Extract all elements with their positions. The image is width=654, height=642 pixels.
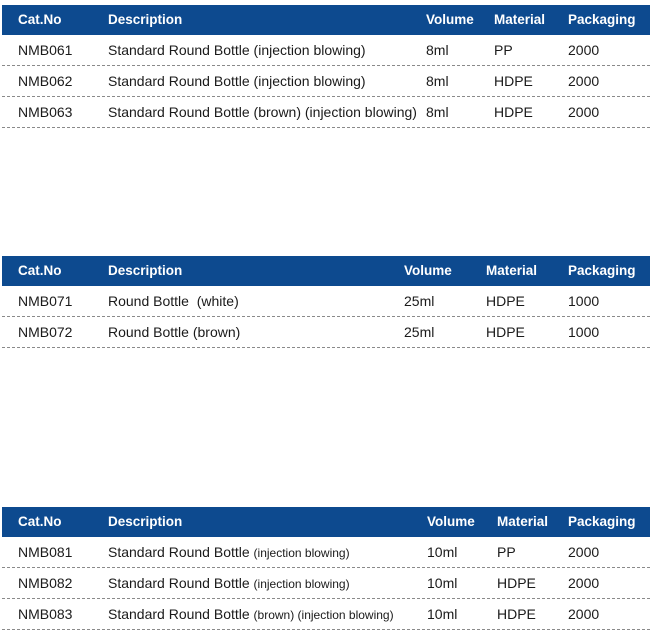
header-material: Material xyxy=(494,12,546,27)
header-volume: Volume xyxy=(426,12,474,27)
packaging: 2000 xyxy=(568,544,600,560)
volume: 8ml xyxy=(426,73,449,89)
volume: 8ml xyxy=(426,42,449,58)
header-cat-no: Cat.No xyxy=(18,263,62,278)
header-description: Description xyxy=(108,12,183,27)
product-table-1 xyxy=(2,5,650,128)
table-row xyxy=(2,599,650,630)
header-material: Material xyxy=(486,263,538,278)
header-packaging: Packaging xyxy=(568,514,636,529)
table-header xyxy=(2,507,650,537)
material: HDPE xyxy=(494,73,533,89)
description-main: Standard Round Bottle xyxy=(108,544,250,560)
cat-no: NMB083 xyxy=(18,606,73,622)
cat-no: NMB063 xyxy=(18,104,73,120)
material: HDPE xyxy=(497,606,536,622)
header-volume: Volume xyxy=(427,514,475,529)
description-note: (brown) (injection blowing) xyxy=(253,608,394,622)
material: PP xyxy=(497,544,516,560)
product-table-2 xyxy=(2,256,650,348)
description xyxy=(108,568,350,600)
material: HDPE xyxy=(486,324,525,340)
cat-no: NMB062 xyxy=(18,73,73,89)
description xyxy=(108,537,350,569)
header-volume: Volume xyxy=(404,263,452,278)
header-packaging: Packaging xyxy=(568,12,636,27)
packaging: 1000 xyxy=(568,324,600,340)
table-row xyxy=(2,286,650,317)
volume: 10ml xyxy=(427,544,458,560)
packaging: 2000 xyxy=(568,104,600,120)
description: Standard Round Bottle (brown) (injection blowing) xyxy=(108,104,417,120)
table-header xyxy=(2,5,650,35)
description-main: Standard Round Bottle xyxy=(108,575,250,591)
description-main: Standard Round Bottle xyxy=(108,606,250,622)
volume: 25ml xyxy=(404,293,435,309)
description: Standard Round Bottle (injection blowing) xyxy=(108,42,366,58)
volume: 25ml xyxy=(404,324,435,340)
header-cat-no: Cat.No xyxy=(18,514,62,529)
material: HDPE xyxy=(486,293,525,309)
table-header xyxy=(2,256,650,286)
description: Standard Round Bottle (injection blowing) xyxy=(108,73,366,89)
cat-no: NMB061 xyxy=(18,42,73,58)
packaging: 2000 xyxy=(568,575,600,591)
packaging: 2000 xyxy=(568,42,600,58)
product-table-3 xyxy=(2,507,650,630)
header-material: Material xyxy=(497,514,549,529)
volume: 8ml xyxy=(426,104,449,120)
description xyxy=(108,599,394,631)
cat-no: NMB071 xyxy=(18,293,73,309)
description-note: (injection blowing) xyxy=(253,546,350,560)
cat-no: NMB081 xyxy=(18,544,73,560)
material: HDPE xyxy=(497,575,536,591)
header-packaging: Packaging xyxy=(568,263,636,278)
material: HDPE xyxy=(494,104,533,120)
header-cat-no: Cat.No xyxy=(18,12,62,27)
packaging: 2000 xyxy=(568,606,600,622)
description: Round Bottle (white) xyxy=(108,293,239,309)
packaging: 2000 xyxy=(568,73,600,89)
header-description: Description xyxy=(108,514,183,529)
volume: 10ml xyxy=(427,575,458,591)
table-row xyxy=(2,35,650,66)
cat-no: NMB072 xyxy=(18,324,73,340)
packaging: 1000 xyxy=(568,293,600,309)
description: Round Bottle (brown) xyxy=(108,324,241,340)
description-note: (injection blowing) xyxy=(253,577,350,591)
table-row xyxy=(2,537,650,568)
table-row xyxy=(2,317,650,348)
table-row xyxy=(2,66,650,97)
volume: 10ml xyxy=(427,606,458,622)
table-row xyxy=(2,97,650,128)
cat-no: NMB082 xyxy=(18,575,73,591)
table-row xyxy=(2,568,650,599)
header-description: Description xyxy=(108,263,183,278)
material: PP xyxy=(494,42,513,58)
